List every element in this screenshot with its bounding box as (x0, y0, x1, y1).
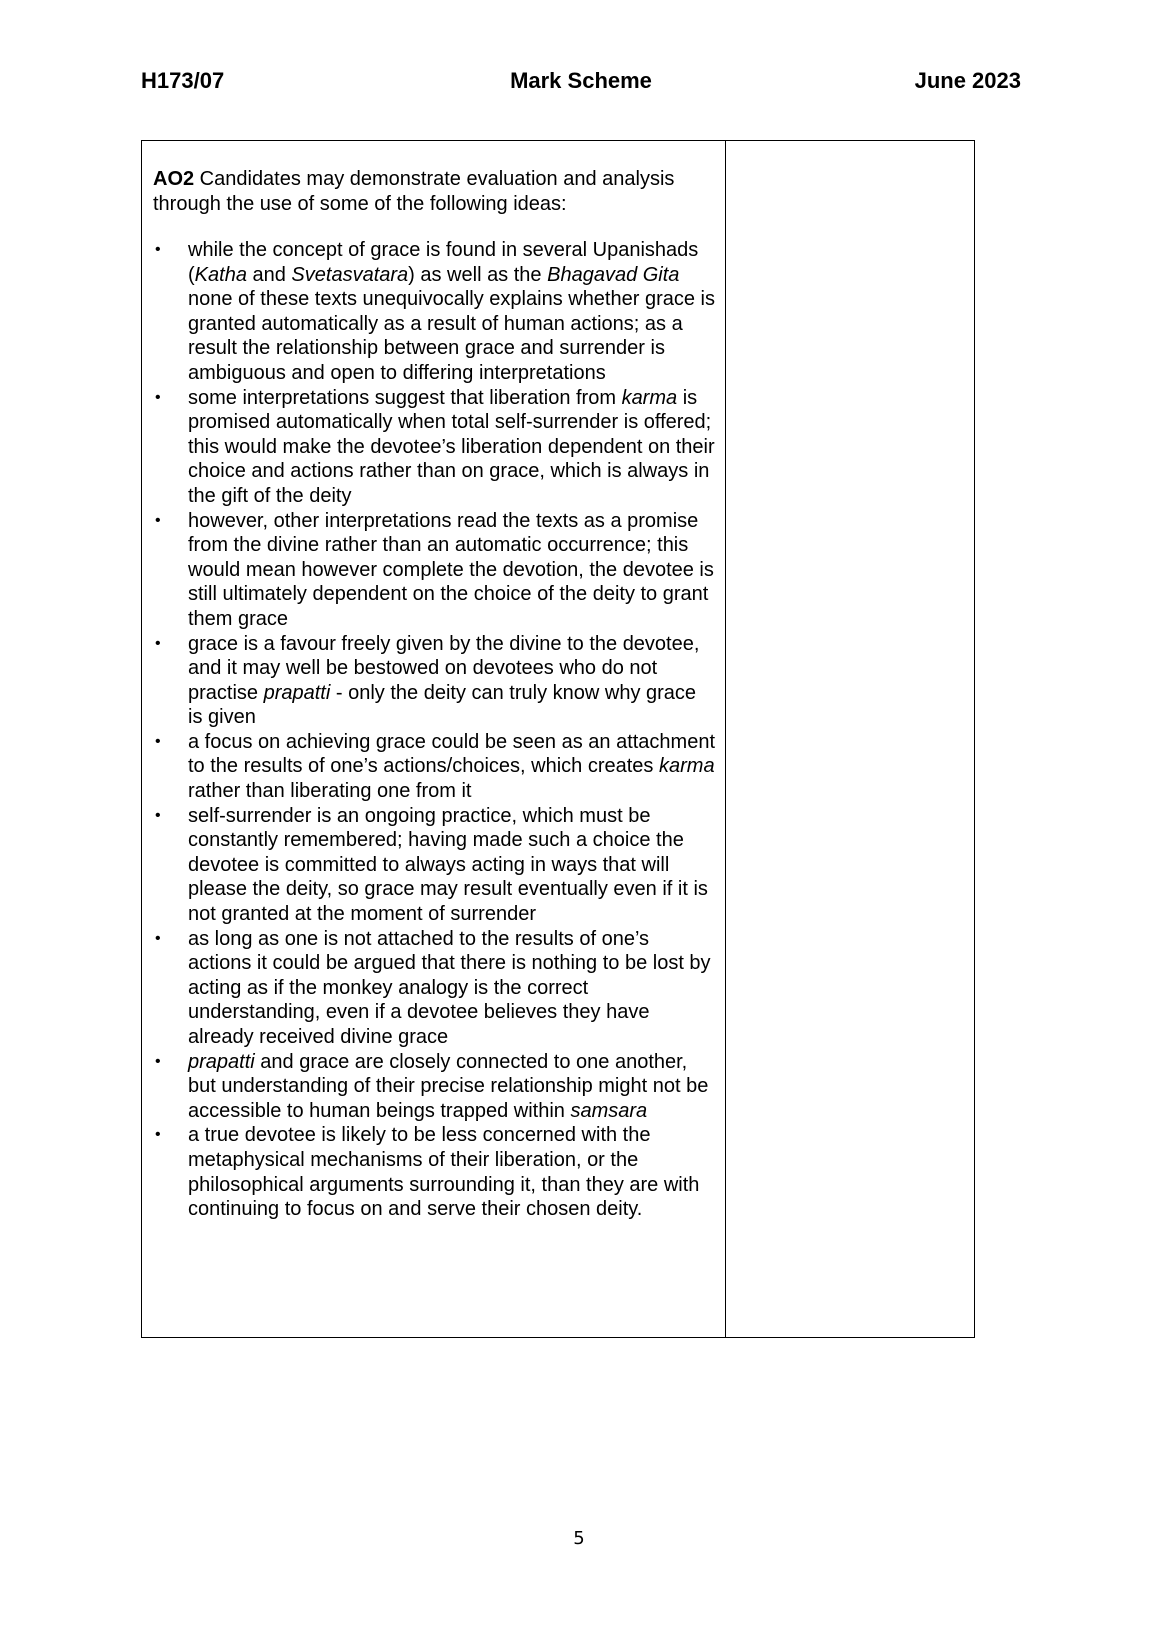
bullet-dot-icon: • (155, 1126, 161, 1144)
paper-code: H173/07 (141, 68, 225, 93)
list-item-text: is promised automatically when total self-surrender is offered; this would make the devotee’s liberation dependent on their choice and actions rather than on grace, which is always in the gift of the deity (188, 386, 715, 507)
list-item-text: - only the deity can truly know why grace is given (188, 681, 697, 729)
page-header (141, 68, 1021, 98)
italic-term: prapatti (188, 1050, 255, 1073)
list-item (153, 927, 715, 1050)
guidance-notes-cell (726, 141, 974, 1337)
italic-term: prapatti (263, 681, 331, 704)
list-item (153, 386, 715, 509)
list-item (153, 1050, 715, 1124)
list-item-text: some interpretations suggest that liberation from (188, 386, 622, 409)
italic-term: samsara (570, 1099, 648, 1122)
bullet-dot-icon: • (155, 241, 161, 258)
ideas-list (153, 238, 715, 1222)
document-title: Mark Scheme (510, 68, 652, 93)
bullet-dot-icon: • (155, 511, 161, 529)
mark-scheme-table (141, 140, 975, 1338)
bullet-dot-icon: • (155, 732, 161, 750)
answer-guidance-cell (142, 141, 726, 1337)
italic-term: Bhagavad Gita (547, 263, 680, 286)
list-item-text: none of these texts unequivocally explains whether grace is granted automatically as a result of human actions; as a result the relationship between grace and surrender is ambiguous and open to differing interpretations (188, 288, 715, 384)
ao2-intro (153, 167, 715, 216)
list-item-text: grace is a favour freely given by the divine to the devotee, and it may well be bestowed on devotees who do not practise (188, 632, 700, 704)
list-item (153, 509, 715, 632)
ao2-intro-text: Candidates may demonstrate evaluation and analysis through the use of some of the following ideas: (153, 168, 675, 215)
bullet-dot-icon: • (155, 388, 161, 406)
list-item-text: however, other interpretations read the texts as a promise from the divine rather than an automatic occurrence; this would mean however complete the devotion, the devotee is still ultimately dependent on the choice of the deity to grant them grace (188, 509, 714, 630)
list-item-text: a focus on achieving grace could be seen as an attachment to the results of one’s actions/choices, which creates (188, 730, 716, 778)
bullet-dot-icon: • (155, 1052, 161, 1070)
bullet-dot-icon: • (155, 806, 161, 824)
page-number: 5 (573, 1528, 585, 1549)
list-item-text: ) as well as the (408, 263, 548, 286)
list-item-text: rather than liberating one from it (188, 780, 472, 803)
exam-date: June 2023 (914, 68, 1021, 93)
list-item-text: and grace are closely connected to one another, but understanding of their precise relationship might not be accessible to human beings trapped within (188, 1050, 709, 1122)
list-item (153, 238, 715, 386)
italic-term: Katha (194, 263, 247, 286)
list-item-text: as long as one is not attached to the results of one’s actions it could be argued that there is nothing to be lost by acting as if the monkey analogy is the correct understanding, even if a devotee believes they have already received divine grace (188, 927, 711, 1048)
list-item-text: self-surrender is an ongoing practice, which must be constantly remembered; having made such a choice the devotee is committed to always acting in ways that will please the deity, so grace may result eventually even if it is not granted at the moment of surrender (188, 804, 708, 926)
list-item-text: while the concept of grace is found in several Upanishads ( (188, 239, 699, 286)
italic-term: karma (659, 755, 715, 778)
italic-term: karma (621, 386, 678, 409)
bullet-dot-icon: • (155, 634, 161, 652)
list-item-text: a true devotee is likely to be less concerned with the metaphysical mechanisms of their liberation, or the philosophical arguments surrounding it, than they are with continuing to focus on and serve their chosen deity. (188, 1124, 700, 1221)
list-item-text: and (246, 263, 292, 286)
list-item (153, 632, 715, 730)
list-item (153, 1123, 715, 1221)
ao2-label: AO2 (153, 168, 195, 190)
bullet-dot-icon: • (155, 929, 161, 947)
list-item (153, 730, 715, 804)
list-item (153, 804, 715, 927)
italic-term: Svetasvatara (291, 263, 409, 286)
